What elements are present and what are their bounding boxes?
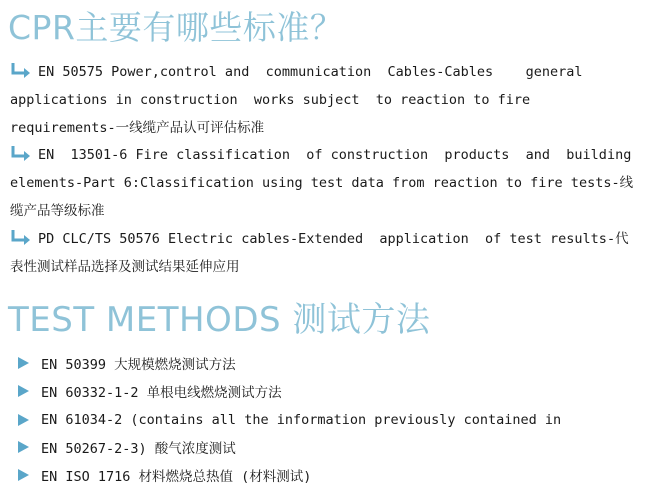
triangle-bullet-icon: [18, 414, 29, 426]
method-text: EN 61034-2 (contains all the information previously contained in: [41, 412, 562, 428]
hook-arrow-icon: [10, 229, 32, 245]
triangle-bullet-icon: [18, 357, 29, 369]
standard-text: EN 13501-6 Fire classification of construction products and building elements-Part 6:Classification using test data from reaction to fire tests-线缆产品等级标准: [10, 147, 640, 219]
method-item: [18, 408, 561, 432]
standard-text: PD CLC/TS 50576 Electric cables-Extended application of test results-代表性测试样品选择及测试结果延伸应用: [10, 231, 629, 275]
method-item: [18, 435, 236, 459]
standard-item: [10, 141, 640, 225]
method-text: EN 50267-2-3) 酸气浓度测试: [41, 441, 236, 457]
method-item: [18, 463, 311, 487]
method-text: EN ISO 1716 材料燃烧总热值 (材料测试): [41, 469, 312, 485]
methods-heading: TEST METHODS 测试方法: [8, 300, 431, 340]
standard-text: EN 50575 Power,control and communication Cables-Cables general applications in construction works subject to reaction to fire requirements-一线缆产品认可评估标准: [10, 64, 591, 136]
standards-heading: CPR主要有哪些标准？: [8, 8, 344, 47]
hook-arrow-icon: [10, 62, 32, 78]
method-text: EN 50399 大规模燃烧测试方法: [41, 357, 236, 373]
triangle-bullet-icon: [18, 441, 29, 453]
standard-item: [10, 58, 636, 142]
method-item: [18, 379, 282, 403]
triangle-bullet-icon: [18, 385, 29, 397]
standard-item: [10, 225, 636, 281]
hook-arrow-icon: [10, 145, 32, 161]
method-text: EN 60332-1-2 单根电线燃烧测试方法: [41, 385, 282, 401]
method-item: [18, 351, 236, 375]
triangle-bullet-icon: [18, 469, 29, 481]
